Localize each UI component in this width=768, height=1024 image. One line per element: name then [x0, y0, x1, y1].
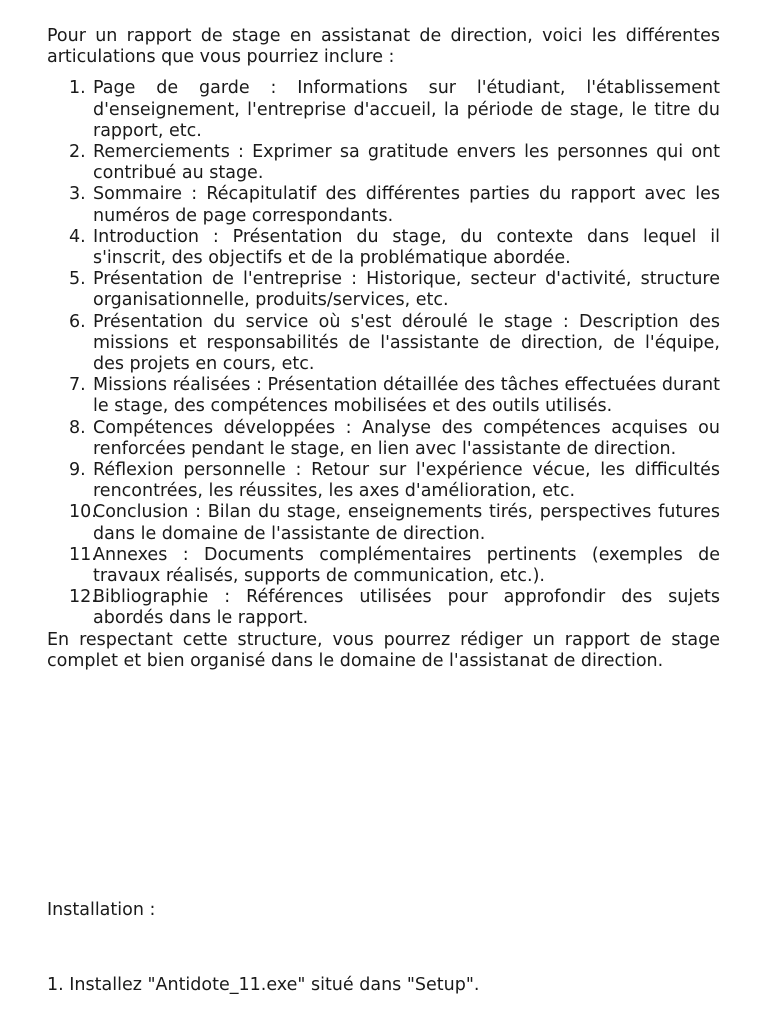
list-item-text: Bibliographie : Références utilisées pour approfondir des sujets abordés dans le rapport. — [93, 587, 720, 629]
list-item-text: Missions réalisées : Présentation détaillée des tâches effectuées durant le stage, des compétences mobilisées et des outils utilisés. — [93, 375, 720, 417]
list-item-text: Présentation du service où s'est déroulé le stage : Description des missions et responsabilités de l'assistante de direction, de l'équipe, des projets en cours, etc. — [93, 311, 720, 375]
list-item-text: Introduction : Présentation du stage, du contexte dans lequel il s'inscrit, des objectifs et de la problématique abordée. — [93, 226, 720, 269]
list-item — [47, 142, 720, 184]
list-item-text: Annexes : Documents complémentaires pertinents (exemples de travaux réalisés, supports de communication, etc.). — [93, 544, 720, 587]
list-item-text: Présentation de l'entreprise : Historique, secteur d'activité, structure organisationnelle, produits/services, etc. — [93, 269, 720, 311]
list-item-number: 8. — [69, 417, 86, 438]
list-item-number: 10. — [69, 502, 97, 523]
list-item — [47, 78, 720, 142]
list-item — [47, 502, 720, 544]
list-item-number: 5. — [69, 269, 86, 290]
list-item-text: Conclusion : Bilan du stage, enseignements tirés, perspectives futures dans le domaine de l'assistante de direction. — [93, 502, 720, 544]
list-item-text: Réflexion personnelle : Retour sur l'expérience vécue, les difficultés rencontrées, les réussites, les axes d'amélioration, etc. — [93, 460, 720, 502]
list-item-number: 9. — [69, 460, 86, 481]
list-item-number: 1. — [69, 78, 86, 99]
list-item-text: Remerciements : Exprimer sa gratitude envers les personnes qui ont contribué au stage. — [93, 142, 720, 184]
list-item — [47, 587, 720, 629]
installation-heading: Installation : — [47, 900, 156, 920]
structure-list — [47, 78, 720, 629]
list-item-number: 7. — [69, 375, 86, 396]
list-item-text: Page de garde : Informations sur l'étudiant, l'établissement d'enseignement, l'entreprise d'accueil, la période de stage, le titre du rapport, etc. — [93, 78, 720, 141]
installation-step: 1. Installez "Antidote_11.exe" situé dans "Setup". — [47, 975, 480, 995]
intro-paragraph: Pour un rapport de stage en assistanat de direction, voici les différentes articulations que vous pourriez inclure : — [47, 26, 720, 68]
list-item — [47, 375, 720, 417]
list-item-number: 3. — [69, 184, 86, 205]
list-item-number: 2. — [69, 142, 86, 163]
list-item-number: 12. — [69, 587, 97, 608]
list-item-text: Compétences développées : Analyse des compétences acquises ou renforcées pendant le stage, en lien avec l'assistante de direction. — [93, 417, 720, 459]
list-item-number: 4. — [69, 226, 86, 247]
list-item — [47, 269, 720, 311]
list-item — [47, 545, 720, 587]
list-item-text: Sommaire : Récapitulatif des différentes parties du rapport avec les numéros de page correspondants. — [93, 184, 720, 226]
list-item — [47, 418, 720, 460]
closing-paragraph: En respectant cette structure, vous pourrez rédiger un rapport de stage complet et bien organisé dans le domaine de l'assistanat de direction. — [47, 629, 720, 671]
list-item — [47, 227, 720, 269]
list-item-number: 11. — [69, 544, 97, 565]
list-item-number: 6. — [69, 311, 86, 332]
list-item — [47, 312, 720, 376]
document-body — [47, 26, 720, 672]
list-item — [47, 460, 720, 502]
list-item — [47, 184, 720, 226]
